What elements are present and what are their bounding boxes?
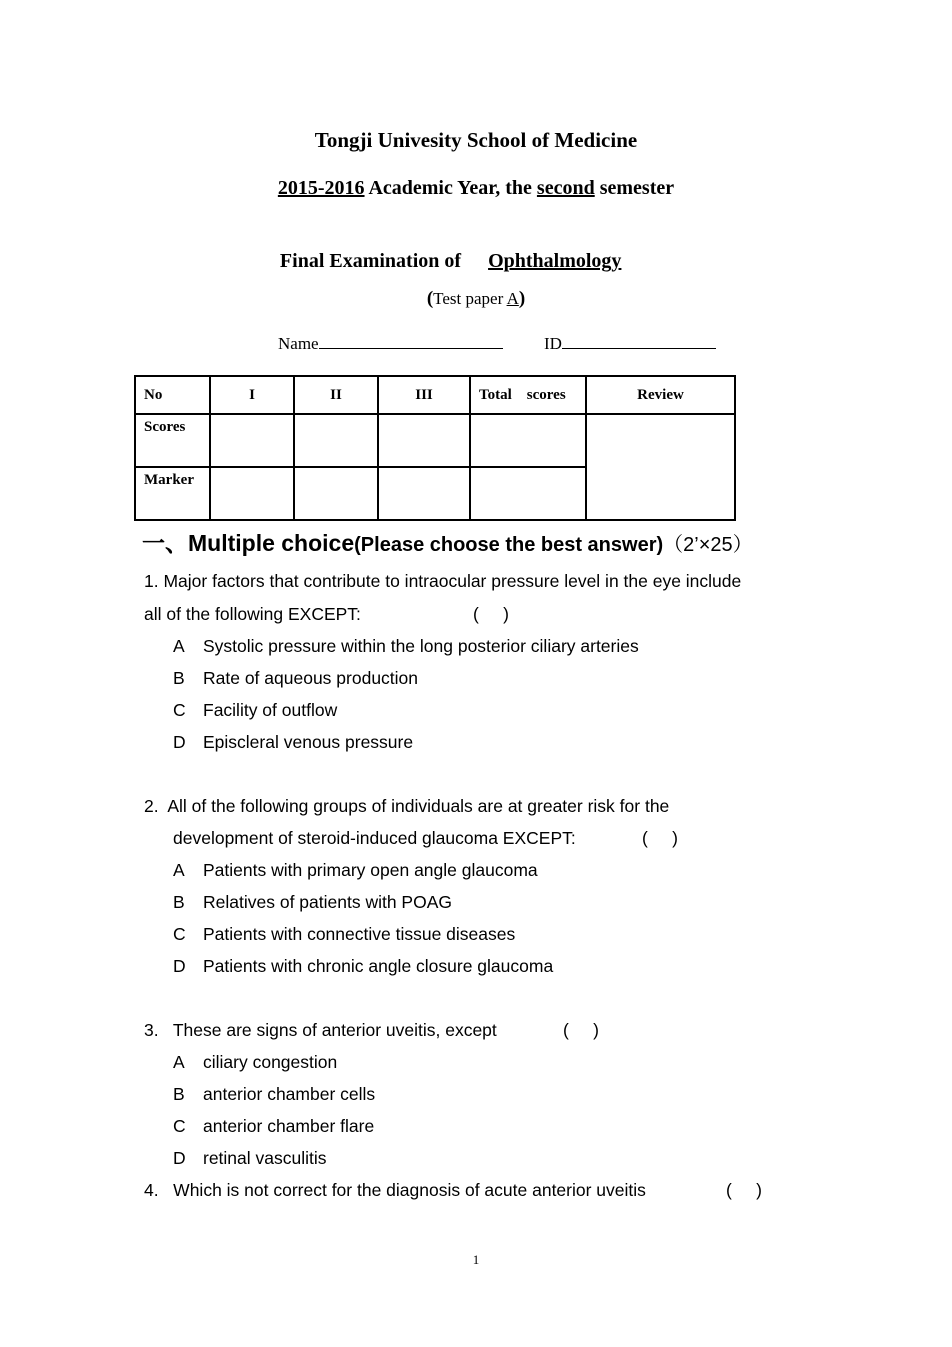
school-title: Tongji Univesity School of Medicine [314, 128, 638, 152]
question-1-option-a[interactable] [173, 636, 639, 657]
paper-letter: A [506, 289, 519, 308]
section-points: （2’×25） [663, 534, 753, 556]
semester-text: semester [599, 177, 675, 199]
paper-close-paren: ) [518, 288, 526, 309]
marker-cell-iii[interactable] [378, 467, 470, 520]
section-title: Multiple choice [188, 530, 355, 556]
question-3-option-d[interactable] [173, 1148, 327, 1169]
option-letter: A [173, 1052, 185, 1072]
question-3-option-a[interactable] [173, 1052, 337, 1073]
question-1-option-d[interactable] [173, 732, 413, 753]
name-blank-line[interactable] [319, 330, 503, 349]
question-2-option-d[interactable] [173, 956, 553, 977]
question-3-line-1: 3. These are signs of anterior uveitis, except [144, 1020, 497, 1040]
marker-cell-i[interactable] [210, 467, 294, 520]
year-value: 2015-2016 [277, 177, 365, 199]
option-letter: D [173, 732, 186, 752]
option-letter: B [173, 892, 185, 912]
question-2-option-b[interactable] [173, 892, 452, 913]
exam-title-line [0, 250, 952, 273]
option-letter: C [173, 700, 186, 720]
test-paper-line [0, 288, 952, 310]
question-4-line-1: 4. Which is not correct for the diagnosis of acute anterior uveitis [144, 1180, 646, 1200]
score-cell-ii[interactable] [294, 414, 378, 467]
section-instruction: (Please choose the best answer) [354, 534, 664, 556]
option-text: retinal vasculitis [203, 1148, 327, 1168]
exam-prefix: Final Examination of [279, 250, 462, 272]
option-text: Facility of outflow [203, 700, 338, 720]
question-2-option-a[interactable] [173, 860, 538, 881]
option-text: Relatives of patients with POAG [203, 892, 452, 912]
option-text: Patients with chronic angle closure glaucoma [203, 956, 554, 976]
id-blank-line[interactable] [562, 330, 716, 349]
academic-year-line [0, 177, 952, 200]
name-label: Name [278, 334, 319, 353]
question-1-option-b[interactable] [173, 668, 418, 689]
option-text: ciliary congestion [203, 1052, 338, 1072]
question-3-option-b[interactable] [173, 1084, 375, 1105]
header-iii: III [378, 376, 470, 414]
option-text: anterior chamber flare [203, 1116, 375, 1136]
marker-cell-total[interactable] [470, 467, 586, 520]
id-field[interactable] [544, 330, 716, 354]
question-3-option-c[interactable] [173, 1116, 374, 1137]
option-text: Episcleral venous pressure [203, 732, 414, 752]
marker-cell-ii[interactable] [294, 467, 378, 520]
row-label-scores: Scores [135, 414, 210, 467]
header-total-scores: Total scores [470, 376, 586, 414]
semester-value: second [536, 177, 595, 199]
option-letter: C [173, 924, 186, 944]
option-letter: A [173, 636, 185, 656]
name-field[interactable] [278, 330, 503, 354]
question-4-answer-blank[interactable]: ( ) [726, 1180, 762, 1200]
section-heading [142, 525, 753, 558]
question-1-line-1: 1. Major factors that contribute to intraocular pressure level in the eye include [144, 571, 742, 591]
header-no: No [135, 376, 210, 414]
exam-subject: Ophthalmology [488, 250, 622, 272]
paper-label: Test paper [433, 289, 504, 308]
option-text: Rate of aqueous production [203, 668, 419, 688]
question-2-option-c[interactable] [173, 924, 515, 945]
id-label: ID [544, 334, 562, 353]
question-2-line-2: development of steroid-induced glaucoma EXCEPT: [173, 828, 576, 848]
year-text: Academic Year, the [368, 177, 532, 199]
header-ii: II [294, 376, 378, 414]
question-3-answer-blank[interactable]: ( ) [563, 1020, 599, 1040]
review-cell[interactable] [586, 414, 735, 520]
option-letter: D [173, 1148, 186, 1168]
question-1-option-c[interactable] [173, 700, 337, 721]
score-cell-total[interactable] [470, 414, 586, 467]
paper-open-paren: ( [426, 288, 434, 309]
option-letter: C [173, 1116, 186, 1136]
section-prefix: 一、 [142, 530, 188, 556]
question-1-answer-blank[interactable]: ( ) [473, 604, 509, 624]
option-text: Patients with primary open angle glaucoma [203, 860, 538, 880]
header-i: I [210, 376, 294, 414]
option-letter: B [173, 668, 185, 688]
option-letter: B [173, 1084, 185, 1104]
option-text: anterior chamber cells [203, 1084, 376, 1104]
question-2-answer-blank[interactable]: ( ) [642, 828, 678, 848]
score-table [134, 375, 736, 521]
score-table-header-row [135, 376, 735, 414]
score-cell-iii[interactable] [378, 414, 470, 467]
option-letter: D [173, 956, 186, 976]
score-table-row-scores [135, 414, 735, 467]
question-2-line-1: 2. All of the following groups of individuals are at greater risk for the [144, 796, 670, 816]
option-letter: A [173, 860, 185, 880]
row-label-marker: Marker [135, 467, 210, 520]
question-1-line-2: all of the following EXCEPT: [144, 604, 361, 624]
option-text: Patients with connective tissue diseases [203, 924, 516, 944]
page-number: 1 [472, 1252, 480, 1267]
score-cell-i[interactable] [210, 414, 294, 467]
header-review: Review [586, 376, 735, 414]
option-text: Systolic pressure within the long posterior ciliary arteries [203, 636, 639, 656]
